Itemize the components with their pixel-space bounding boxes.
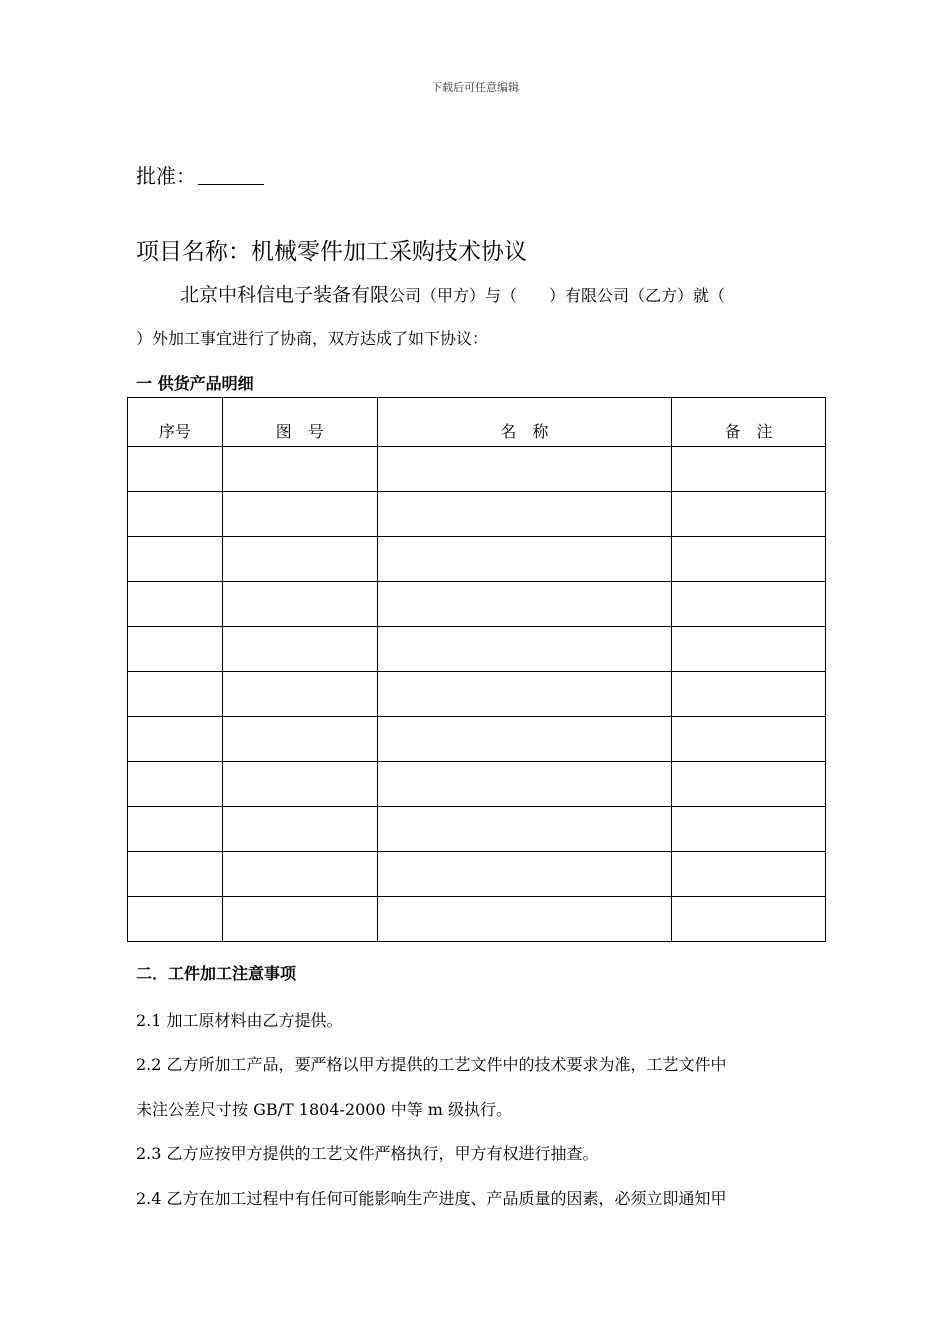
approval-label: 批准： [136, 164, 196, 188]
header-note: 下载后可任意编辑 [431, 81, 519, 94]
table-cell[interactable] [672, 492, 826, 537]
table-cell[interactable] [672, 897, 826, 942]
project-title: 项目名称：机械零件加工采购技术协议 [136, 239, 527, 265]
table-cell[interactable] [672, 582, 826, 627]
table-cell[interactable] [377, 807, 672, 852]
header-serial: 序号 [128, 398, 223, 447]
clause-2-2-line-2: 未注公差尺寸按 GB/T 1804-2000 中等 m 级执行。 [136, 1100, 513, 1119]
table-cell[interactable] [128, 672, 223, 717]
table-cell[interactable] [222, 762, 377, 807]
table-cell[interactable] [377, 627, 672, 672]
table-row [128, 537, 826, 582]
table-cell[interactable] [222, 852, 377, 897]
table-cell[interactable] [128, 537, 223, 582]
intro-line-1 [180, 280, 725, 307]
table-cell[interactable] [128, 807, 223, 852]
table-header-row [128, 398, 826, 447]
section-1-title: 一 供货产品明细 [136, 374, 254, 393]
table-row [128, 897, 826, 942]
table-cell[interactable] [377, 672, 672, 717]
table-cell[interactable] [672, 852, 826, 897]
table-row [128, 582, 826, 627]
table-cell[interactable] [128, 582, 223, 627]
table-row [128, 717, 826, 762]
table-cell[interactable] [222, 627, 377, 672]
table-cell[interactable] [128, 762, 223, 807]
table-cell[interactable] [222, 717, 377, 762]
table-cell[interactable] [222, 897, 377, 942]
table-cell[interactable] [222, 537, 377, 582]
table-cell[interactable] [377, 582, 672, 627]
table-cell[interactable] [672, 627, 826, 672]
table-cell[interactable] [377, 537, 672, 582]
intro-line-1-rest: 公司（甲方）与（ ）有限公司（乙方）就（ [389, 286, 726, 305]
table-row [128, 627, 826, 672]
approval-blank[interactable] [198, 166, 264, 185]
table-cell[interactable] [377, 447, 672, 492]
table-cell[interactable] [222, 447, 377, 492]
approval-line [136, 160, 264, 189]
table-cell[interactable] [128, 852, 223, 897]
table-cell[interactable] [672, 717, 826, 762]
table-cell[interactable] [222, 582, 377, 627]
header-drawing-no: 图 号 [222, 398, 377, 447]
table-row [128, 762, 826, 807]
intro-line-1-main: 北京中科信电子装备有限 [180, 284, 390, 306]
table-row [128, 852, 826, 897]
clause-2-4: 2.4 乙方在加工过程中有任何可能影响生产进度、产品质量的因素，必须立即通知甲 [136, 1189, 727, 1208]
clause-2-2-line-1: 2.2 乙方所加工产品，要严格以甲方提供的工艺文件中的技术要求为准，工艺文件中 [136, 1055, 727, 1074]
table-cell[interactable] [672, 672, 826, 717]
table-cell[interactable] [377, 717, 672, 762]
table-cell[interactable] [377, 762, 672, 807]
table-cell[interactable] [128, 717, 223, 762]
table-cell[interactable] [672, 807, 826, 852]
clause-2-1: 2.1 加工原材料由乙方提供。 [136, 1011, 343, 1030]
table-cell[interactable] [222, 492, 377, 537]
table-cell[interactable] [128, 897, 223, 942]
table-cell[interactable] [672, 447, 826, 492]
table-cell[interactable] [672, 762, 826, 807]
table-cell[interactable] [377, 492, 672, 537]
header-remarks: 备 注 [672, 398, 826, 447]
table-cell[interactable] [128, 492, 223, 537]
table-cell[interactable] [128, 627, 223, 672]
section-2-title: 二．工件加工注意事项 [136, 964, 297, 983]
table-row [128, 492, 826, 537]
table-row [128, 447, 826, 492]
table-row [128, 807, 826, 852]
table-cell[interactable] [128, 447, 223, 492]
table-cell[interactable] [377, 852, 672, 897]
table-row [128, 672, 826, 717]
table-cell[interactable] [672, 537, 826, 582]
header-name: 名 称 [377, 398, 672, 447]
product-table [127, 397, 826, 942]
table-cell[interactable] [377, 897, 672, 942]
table-cell[interactable] [222, 672, 377, 717]
clause-2-3: 2.3 乙方应按甲方提供的工艺文件严格执行，甲方有权进行抽查。 [136, 1144, 599, 1163]
intro-line-2: ）外加工事宜进行了协商，双方达成了如下协议： [136, 329, 489, 348]
table-cell[interactable] [222, 807, 377, 852]
